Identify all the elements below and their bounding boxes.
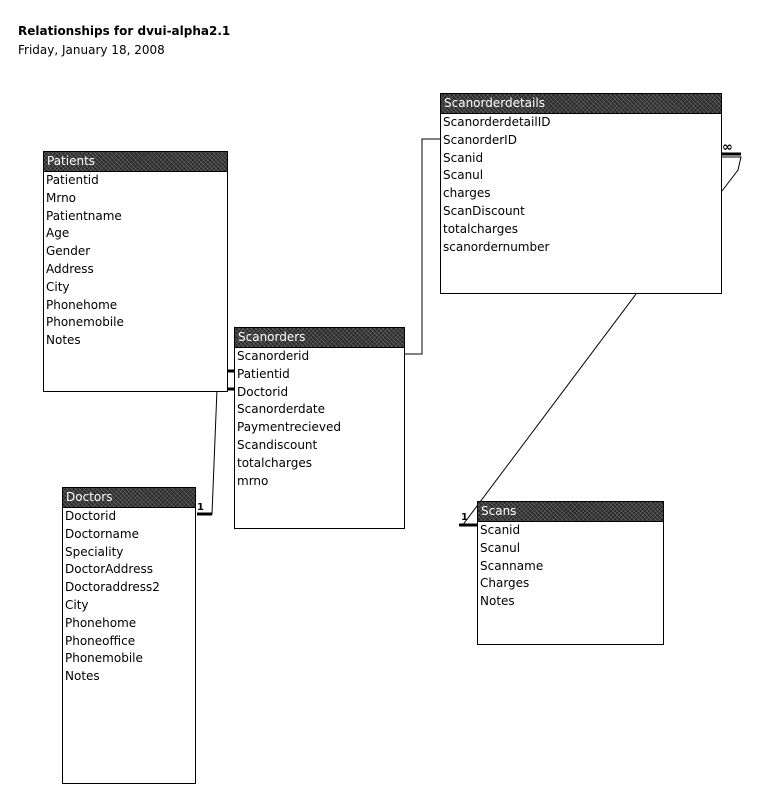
field-row[interactable]: Doctorid <box>237 384 289 399</box>
field-row[interactable]: Notes <box>65 669 100 684</box>
cardinality-one-label: 1 <box>197 502 204 513</box>
table-title[interactable]: Scanorders <box>235 328 404 348</box>
field-row[interactable]: Scanid <box>480 523 521 537</box>
field-row[interactable]: Scanorderdate <box>237 402 326 417</box>
field-row[interactable]: Scanid <box>443 150 484 165</box>
field-row[interactable]: Phoneoffice <box>65 633 136 648</box>
field-list <box>44 172 227 350</box>
link-doctors-scanorders <box>197 389 234 514</box>
field-row[interactable]: Phonehome <box>46 297 118 312</box>
field-row[interactable]: Charges <box>480 576 530 591</box>
table-scanorders[interactable] <box>234 327 405 529</box>
table-title[interactable]: Doctors <box>63 488 195 508</box>
field-row[interactable]: Phonehome <box>65 615 137 630</box>
field-row[interactable]: City <box>46 279 70 294</box>
field-list <box>235 348 404 490</box>
document-title: Relationships for dvui-alpha2.1 <box>18 24 231 38</box>
field-row[interactable]: Age <box>46 226 70 241</box>
field-row[interactable]: Mrno <box>46 190 77 205</box>
table-scanorderdetails[interactable] <box>440 93 722 294</box>
field-row[interactable]: Scanname <box>480 558 544 573</box>
table-title[interactable]: Scans <box>478 502 663 522</box>
field-list <box>441 114 721 256</box>
field-row[interactable]: ScanorderID <box>443 132 517 147</box>
field-row[interactable]: Scandiscount <box>237 437 318 452</box>
field-row[interactable]: scanordernumber <box>443 239 550 254</box>
field-row[interactable]: Speciality <box>65 544 124 559</box>
table-title[interactable]: Patients <box>44 152 227 172</box>
document-date: Friday, January 18, 2008 <box>18 43 165 57</box>
link-details-scans <box>722 157 741 191</box>
cardinality-many-label: ∞ <box>722 140 733 155</box>
field-row[interactable]: Doctorid <box>65 509 117 523</box>
field-row[interactable]: Patientid <box>46 173 99 187</box>
field-row[interactable]: Paymentrecieved <box>237 420 342 435</box>
table-doctors[interactable] <box>62 487 196 784</box>
field-row[interactable]: Gender <box>46 244 91 259</box>
field-list <box>478 522 663 611</box>
cardinality-one-label: 1 <box>461 512 468 523</box>
field-list <box>63 508 195 686</box>
field-row[interactable]: charges <box>443 186 491 201</box>
field-row[interactable]: Doctoraddress2 <box>65 580 160 595</box>
field-row[interactable]: City <box>65 597 89 612</box>
field-row[interactable]: Patientname <box>46 208 122 223</box>
field-row[interactable]: Scanul <box>480 540 521 555</box>
field-row[interactable]: Patientid <box>237 366 290 381</box>
field-row[interactable]: Scanorderid <box>237 349 310 363</box>
field-row[interactable]: Notes <box>46 333 81 348</box>
link-details-scans-diagonal <box>462 294 636 526</box>
field-row[interactable]: ScanDiscount <box>443 203 525 218</box>
field-row[interactable]: Phonemobile <box>46 315 124 330</box>
field-row[interactable]: Doctorname <box>65 526 139 541</box>
field-row[interactable]: DoctorAddress <box>65 562 153 577</box>
field-row[interactable]: mrno <box>237 473 269 488</box>
field-row[interactable]: ScanorderdetailID <box>443 115 551 129</box>
field-row[interactable]: Notes <box>480 594 515 609</box>
field-row[interactable]: totalcharges <box>443 221 518 236</box>
field-row[interactable]: Scanul <box>443 168 484 183</box>
field-row[interactable]: Address <box>46 261 94 276</box>
field-row[interactable]: totalcharges <box>237 455 312 470</box>
table-scans[interactable] <box>477 501 664 645</box>
table-patients[interactable] <box>43 151 228 392</box>
table-title[interactable]: Scanorderdetails <box>441 94 721 114</box>
link-scanorders-details <box>405 139 440 354</box>
field-row[interactable]: Phonemobile <box>65 651 143 666</box>
